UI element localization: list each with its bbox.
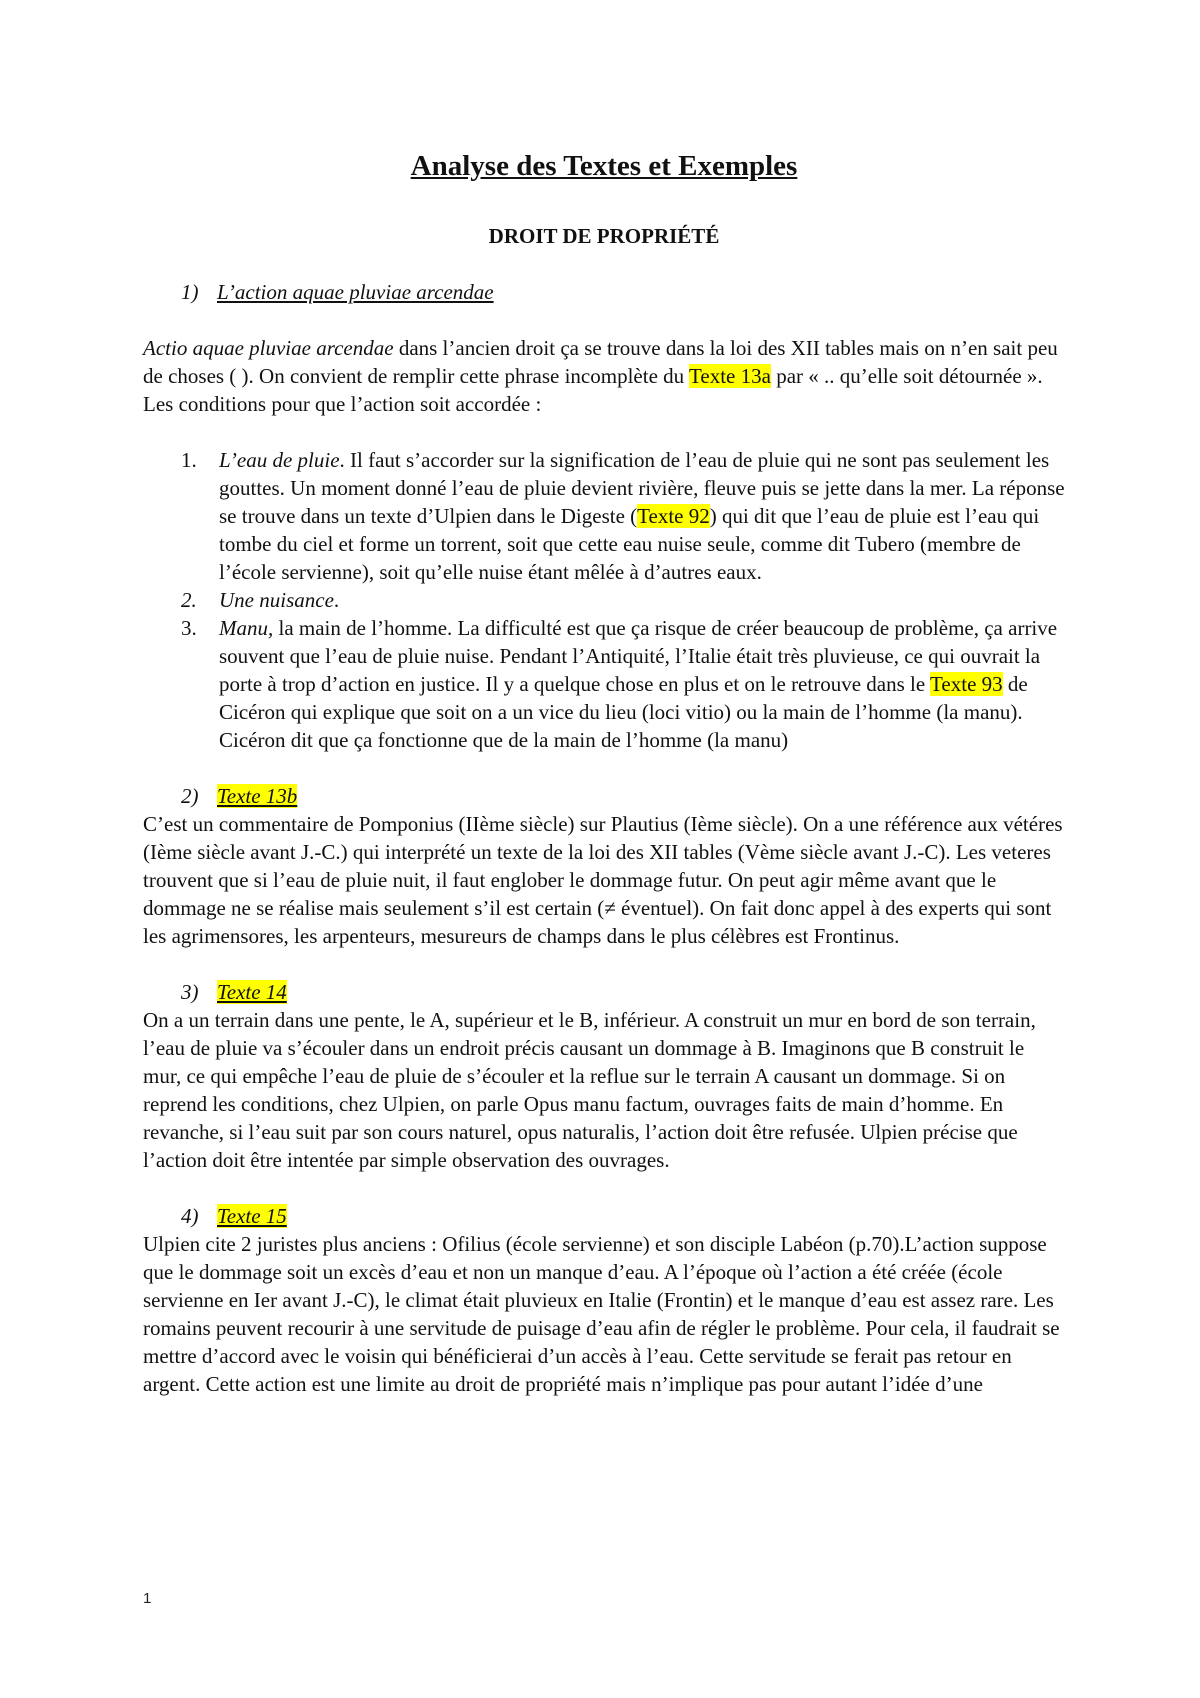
list-item-text: la main de l’homme. La difficulté est que ça risque de créer beaucoup de problème, ça arrive souvent que l’eau de pluie nuise. Pendant l’Antiquité, l’Italie était très pluvieuse, ce qui ouvrait la porte à trop d’action en justice. Il y a quelque chose en plus et on le retrouve dans le bbox=[219, 616, 1058, 696]
list-item bbox=[143, 586, 1065, 614]
list-item-text: . Il faut s’accorder sur la signification de l’eau de pluie qui ne sont pas seulement les gouttes. Un moment donné l’eau de pluie devient rivière, fleuve puis se jette dans la mer. La réponse se trouve dans un texte d’Ulpien dans le Digeste ( bbox=[219, 448, 1065, 528]
heading-section-2 bbox=[181, 782, 1065, 810]
document-title: Analyse des Textes et Exemples bbox=[410, 150, 798, 182]
heading-text: Texte 13b bbox=[217, 784, 298, 808]
list-item-text: de Cicéron qui explique que soit on a un vice du lieu (loci vitio) ou la main de l’homme (la manu). Cicéron dit que ça fonctionne que de la main de l’homme (la manu) bbox=[219, 672, 1028, 752]
heading-number: 4) bbox=[181, 1204, 199, 1228]
list-item-text: ) qui dit que l’eau de pluie est l’eau qui tombe du ciel et forme un torrent, soit que cette eau nuise seule, comme dit Tubero (membre de l’école servienne), soit qu’elle nuise étant mêlée à d’autres eaux. bbox=[219, 504, 1040, 584]
heading-text: L’action aquae pluviae arcendae bbox=[217, 280, 494, 304]
heading-number: 1) bbox=[181, 280, 199, 304]
list-item bbox=[143, 614, 1065, 754]
italic-term: Manu, bbox=[219, 616, 274, 640]
paragraph-intro bbox=[143, 334, 1065, 418]
heading-text: Texte 15 bbox=[217, 1204, 287, 1228]
paragraph-text: dans l’ancien droit ça se trouve dans la loi des XII tables mais on n’en sait peu de choses ( ). On convient de remplir cette phrase incomplète du bbox=[143, 336, 1058, 388]
heading-section-1 bbox=[181, 278, 1065, 306]
heading-section-3 bbox=[181, 978, 1065, 1006]
paragraph-text: par « .. qu’elle soit détournée ». Les conditions pour que l’action soit accordée : bbox=[143, 364, 1043, 416]
highlighted-reference: Texte 92 bbox=[637, 504, 710, 528]
italic-term: Une nuisance bbox=[219, 588, 334, 612]
highlighted-reference: Texte 93 bbox=[930, 672, 1003, 696]
heading-section-4 bbox=[181, 1202, 1065, 1230]
paragraph-section-3: On a un terrain dans une pente, le A, supérieur et le B, inférieur. A construit un mur en bord de son terrain, l’eau de pluie va s’écouler dans un endroit précis causant un dommage à B. Imaginons que B construit le mur, ce qui empêche l’eau de pluie de s’écouler et la reflue sur le terrain A causant un dommage. Si on reprend les conditions, chez Ulpien, on parle Opus manu factum, ouvrages faits de main d’homme. En revanche, si l’eau suit par son cours naturel, opus naturalis, l’action doit être refusée. Ulpien précise que l’action doit être intentée par simple observation des ouvrages. bbox=[143, 1008, 1036, 1172]
document-body bbox=[143, 140, 1065, 1398]
highlighted-reference: Texte 13a bbox=[689, 364, 771, 388]
section-title: DROIT DE PROPRIÉTÉ bbox=[488, 224, 720, 248]
list-item bbox=[143, 446, 1065, 586]
conditions-list bbox=[143, 446, 1065, 754]
italic-term: L’eau de pluie bbox=[219, 448, 340, 472]
list-number: 3. bbox=[181, 616, 197, 640]
heading-text: Texte 14 bbox=[217, 980, 287, 1004]
heading-number: 3) bbox=[181, 980, 199, 1004]
list-item-text: . bbox=[333, 588, 340, 612]
list-number: 1. bbox=[181, 448, 197, 472]
list-number: 2. bbox=[181, 588, 197, 612]
paragraph-section-2: C’est un commentaire de Pomponius (IIème siècle) sur Plautius (Ième siècle). On a une référence aux vétéres (Ième siècle avant J.-C.) qui interprété un texte de la loi des XII tables (Vème siècle avant J.-C). Les veteres trouvent que si l’eau de pluie nuit, il faut englober le dommage futur. On peut agir même avant que le dommage ne se réalise mais seulement s’il est certain (≠ éventuel). On fait donc appel à des experts qui sont les agrimensores, les arpenteurs, mesureurs de champs dans le plus célèbres est Frontinus. bbox=[143, 812, 1063, 948]
italic-term: Actio aquae pluviae arcendae bbox=[143, 336, 394, 360]
page-number: 1 bbox=[143, 1590, 152, 1607]
paragraph-section-4: Ulpien cite 2 juristes plus anciens : Ofilius (école servienne) et son disciple Labéon (p.70).L’action suppose que le dommage soit un excès d’eau et non un manque d’eau. A l’époque où l’action a été créée (école servienne en Ier avant J.-C), le climat était pluvieux en Italie (Frontin) et le manque d’eau est assez rare. Les romains peuvent recourir à une servitude de puisage d’eau afin de régler le problème. Pour cela, il faudrait se mettre d’accord avec le voisin qui bénéficierai d’un accès à l’eau. Cette servitude se ferait pas retour en argent. Cette action est une limite au droit de propriété mais n’implique pas pour autant l’idée d’une bbox=[143, 1232, 1060, 1396]
heading-number: 2) bbox=[181, 784, 199, 808]
